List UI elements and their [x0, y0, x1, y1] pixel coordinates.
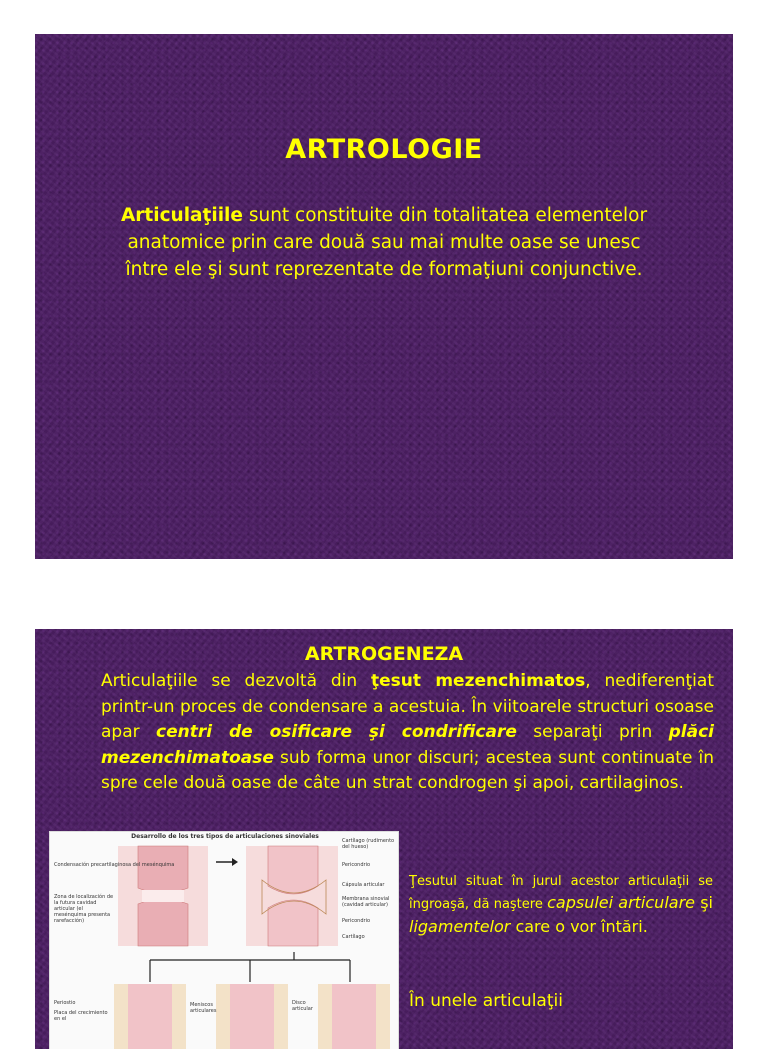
term-tesut: ţesut mezenchimatos	[370, 671, 586, 691]
label-cavity-zone: Zona de localización de la futura cavidad articular (el mesénquima presenta rarefacción)	[54, 894, 114, 924]
joint-2-cartilage	[230, 984, 274, 1049]
term-centri: centri de osificare şi condrificare	[156, 722, 517, 742]
text-run: sub forma unor discuri; acestea sunt continuate în spre cele două oase de câte un strat condrogen şi apoi, cartilaginos.	[101, 747, 714, 793]
label-menisci: Meniscos articulares	[190, 1002, 217, 1014]
text-run: , nediferenţiat printr-un proces de condensare a acestuia. În viitoarele structuri osoase apar	[101, 671, 714, 742]
continuation-text: În unele articulaţii	[409, 991, 563, 1011]
slide-artrogeneza	[35, 629, 733, 1049]
branch-lines	[150, 952, 350, 982]
label-capsule: Cápsula articular	[342, 882, 385, 888]
slide-title: ARTROLOGIE	[285, 134, 483, 165]
lower-rudiment	[138, 899, 188, 946]
text-run: Ţesutul situat în jurul acestor articulaţii se îngroaşă, dă naştere	[409, 874, 713, 912]
joint-3-cartilage	[332, 984, 376, 1049]
text-run: separaţi prin	[516, 722, 669, 742]
joint-1-cartilage	[128, 984, 172, 1049]
text-run: Articulaţiile se dezvoltă din	[101, 671, 371, 691]
slide-title: ARTROGENEZA	[304, 643, 464, 665]
slide-artrologie	[35, 34, 733, 559]
upper-cartilage	[268, 846, 318, 894]
text-run: care o vor întări.	[510, 917, 648, 936]
capsule-paragraph	[409, 873, 713, 939]
term-ligamente: ligamentelor	[409, 917, 511, 936]
interzone	[142, 890, 184, 902]
label-cartilage-rudiment: Cartílago (rudimento del hueso)	[342, 838, 395, 850]
label-periosteum: Periostio	[54, 1000, 76, 1006]
term-placi: plăci mezenchimatoase	[101, 722, 715, 768]
label-condensation: Condensación precartilaginosa del mesénquima	[54, 862, 175, 868]
text-run: şi	[695, 893, 713, 912]
label-synovial: Membrana sinovial (cavidad articular)	[342, 896, 390, 908]
label-perichondrium-2: Pericondrio	[342, 918, 371, 924]
label-cartilage: Cartílago	[342, 934, 365, 940]
term-articulatiile: Articulaţiile	[120, 205, 243, 226]
label-perichondrium: Pericondrio	[342, 862, 371, 868]
development-paragraph	[101, 669, 714, 797]
term-capsula: capsulei articulare	[547, 893, 695, 912]
definition-text: sunt constituite din totalitatea elementelor anatomice prin care două sau mai multe oase se unesc între ele şi sunt reprezentate de formaţiuni conjunctive.	[125, 205, 648, 280]
label-growth-plate: Placa del crecimiento en el	[54, 1010, 108, 1022]
figure-title: Desarrollo de los tres tipos de articulaciones sinoviales	[131, 833, 319, 840]
arrow-head	[232, 858, 238, 866]
joint-development-figure	[49, 831, 399, 1049]
definition-paragraph	[115, 202, 653, 283]
lower-cartilage	[268, 900, 318, 946]
label-articular-disc: Disco articular	[292, 1000, 313, 1012]
upper-rudiment	[138, 846, 188, 893]
